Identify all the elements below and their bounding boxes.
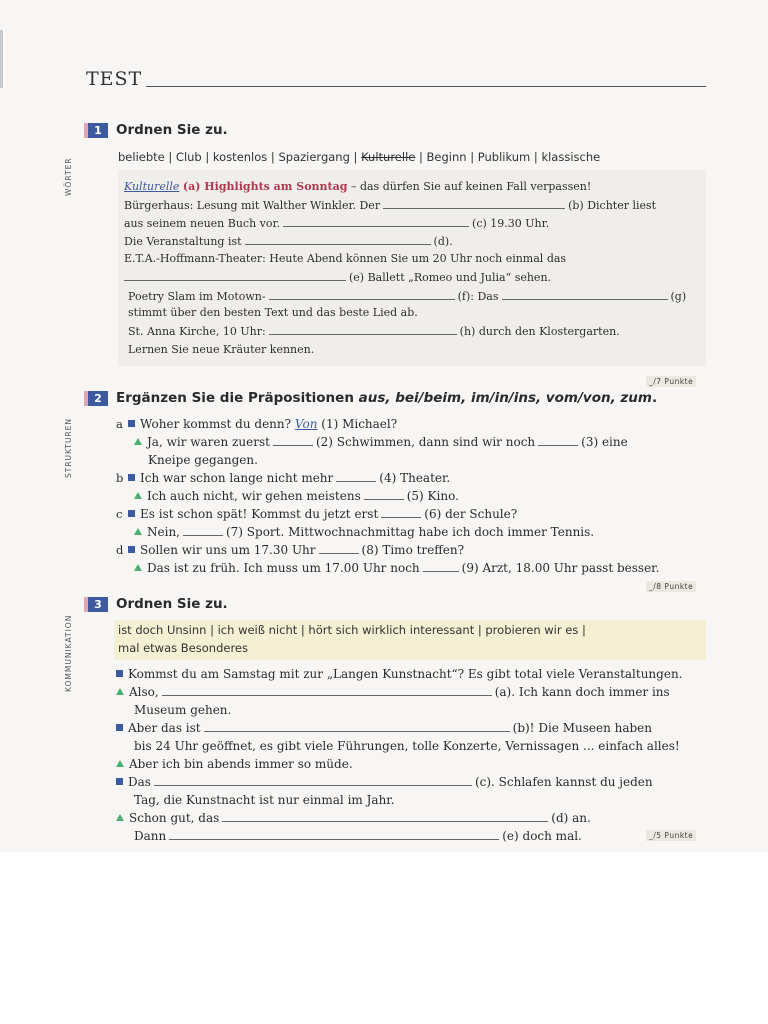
phrase-bank-line: mal etwas Besonderes xyxy=(118,641,248,655)
gap-c[interactable] xyxy=(283,216,469,227)
gap-7[interactable] xyxy=(183,525,223,536)
title-end: . xyxy=(651,390,658,406)
dialog-line xyxy=(116,507,517,521)
dialog-line xyxy=(134,489,459,503)
item-label: b xyxy=(116,471,124,485)
speaker-b-marker xyxy=(116,814,124,821)
speaker-b-marker xyxy=(134,528,142,535)
dialog-text: Dann xyxy=(134,829,167,843)
gap-2[interactable] xyxy=(273,435,313,446)
speaker-b-marker xyxy=(134,564,142,571)
section-3-header xyxy=(84,596,228,612)
gap-6[interactable] xyxy=(381,507,421,518)
dialog-text: (d) an. xyxy=(551,811,591,825)
answer-text: (9) Arzt, 18.00 Uhr passt besser. xyxy=(461,561,660,575)
line-text: Poetry Slam im Motown- xyxy=(128,290,266,303)
speaker-a-marker xyxy=(116,778,123,785)
question-text: Ich war schon lange nicht mehr xyxy=(140,471,334,485)
title-rule xyxy=(146,86,706,87)
speaker-b-marker xyxy=(116,688,124,695)
speaker-b-marker xyxy=(134,492,142,499)
gap-f[interactable] xyxy=(269,289,455,300)
gap-b[interactable] xyxy=(204,721,510,732)
example-highlight: (a) Highlights am Sonntag xyxy=(182,180,348,193)
gap-b[interactable] xyxy=(383,198,565,209)
item-label: d xyxy=(116,543,124,557)
dialog-text: (b)! Die Museen haben xyxy=(512,721,653,735)
dialog-continuation: Tag, die Kunstnacht ist nur einmal im Jahr. xyxy=(134,793,395,807)
points-badge: _/8 Punkte xyxy=(646,581,696,592)
dialog-line xyxy=(116,417,397,431)
text-line xyxy=(128,306,418,319)
line-text: aus seinem neuen Buch vor. xyxy=(124,217,281,230)
phrase-bank-line: ist doch Unsinn | ich weiß nicht | hört sich wirklich interessant | probieren wir es | xyxy=(118,623,586,637)
dialog-line xyxy=(134,829,582,843)
gap-c[interactable] xyxy=(154,775,472,786)
section-number: 1 xyxy=(84,123,108,138)
item-label: c xyxy=(116,507,123,521)
line-text: (b) Dichter liest xyxy=(568,199,657,212)
gap-d[interactable] xyxy=(245,234,431,245)
dialog-line xyxy=(116,775,653,789)
dialog-line xyxy=(116,667,682,681)
question-text: (6) der Schule? xyxy=(424,507,518,521)
dialog-text: (a). Ich kann doch immer ins xyxy=(494,685,670,699)
text-line xyxy=(124,198,656,212)
text-line xyxy=(128,324,620,338)
page-title: TEST xyxy=(86,68,143,90)
dialog-line xyxy=(116,685,670,699)
speaker-a-marker xyxy=(116,724,123,731)
question-text: Sollen wir uns um 17.30 Uhr xyxy=(140,543,316,557)
title-text: Ergänzen Sie die Präpositionen xyxy=(116,390,359,406)
dialog-text: (c). Schlafen kannst du jeden xyxy=(474,775,653,789)
side-label-strukturen: STRUKTUREN xyxy=(64,417,73,478)
word-bank xyxy=(118,150,600,164)
dialog-line xyxy=(134,561,659,575)
gap-5[interactable] xyxy=(364,489,404,500)
line-text: E.T.A.-Hoffmann-Theater: Heute Abend können Sie um 20 Uhr noch einmal das xyxy=(124,252,567,265)
text-line xyxy=(128,289,686,303)
text-line xyxy=(124,234,453,248)
line-text: (g) xyxy=(670,290,687,303)
speaker-a-marker xyxy=(128,510,135,517)
line-text: (h) durch den Klostergarten. xyxy=(459,325,620,338)
section-number: 2 xyxy=(84,391,108,406)
example-line xyxy=(124,180,591,193)
question-text: Woher kommst du denn? xyxy=(140,417,292,431)
item-label: a xyxy=(116,417,123,431)
answer-text: Das ist zu früh. Ich muss um 17.00 Uhr noch xyxy=(147,561,420,575)
gap-4[interactable] xyxy=(336,471,376,482)
dialog-line xyxy=(116,811,591,825)
question-text: (8) Timo treffen? xyxy=(361,543,465,557)
line-text: Bürgerhaus: Lesung mit Walther Winkler. Der xyxy=(124,199,381,212)
question-text: Es ist schon spät! Kommst du jetzt erst xyxy=(140,507,379,521)
dialog-line xyxy=(116,721,652,735)
gap-9[interactable] xyxy=(423,561,459,572)
gap-d[interactable] xyxy=(222,811,548,822)
section-2-header xyxy=(84,390,657,406)
dialog-text: Also, xyxy=(129,685,159,699)
answer-text: (2) Schwimmen, dann sind wir noch xyxy=(315,435,536,449)
question-text: (4) Theater. xyxy=(379,471,451,485)
side-label-kommunikation: KOMMUNIKATION xyxy=(64,614,73,692)
example-answer: Von xyxy=(294,417,318,431)
text-line xyxy=(124,270,551,284)
example-answer: Kulturelle xyxy=(124,180,180,193)
example-text: – das dürfen Sie auf keinen Fall verpassen! xyxy=(347,180,592,193)
answer-text: Nein, xyxy=(147,525,180,539)
answer-text: Ich auch nicht, wir gehen meistens xyxy=(147,489,361,503)
dialog-line xyxy=(116,543,464,557)
answer-text: Ja, wir waren zuerst xyxy=(147,435,270,449)
section-title: Ordnen Sie zu. xyxy=(116,596,228,612)
title-prepositions: aus, bei/beim, im/in/ins, vom/von, zum xyxy=(358,390,652,406)
dialog-text: Das xyxy=(128,775,151,789)
word-bank-struck-word: Kulturelle xyxy=(361,150,416,164)
section-number: 3 xyxy=(84,597,108,612)
gap-h[interactable] xyxy=(269,324,457,335)
text-line xyxy=(128,343,314,356)
dialog-text: (e) doch mal. xyxy=(502,829,582,843)
dialog-line xyxy=(116,471,450,485)
dialog-line xyxy=(116,757,353,771)
dialog-continuation: Museum gehen. xyxy=(134,703,232,717)
line-text: St. Anna Kirche, 10 Uhr: xyxy=(128,325,266,338)
points-badge: _/7 Punkte xyxy=(646,376,696,387)
speaker-a-marker xyxy=(128,420,135,427)
answer-text: (3) eine xyxy=(581,435,628,449)
line-text: (e) Ballett „Romeo und Julia“ sehen. xyxy=(349,271,552,284)
word-bank-text-end: | Beginn | Publikum | klassische xyxy=(415,150,601,164)
speaker-a-marker xyxy=(128,546,135,553)
dialog-text: Aber ich bin abends immer so müde. xyxy=(129,757,353,771)
gap-e[interactable] xyxy=(169,829,499,840)
text-line xyxy=(124,216,549,230)
dialog-text: Kommst du am Samstag mit zur „Langen Kunstnacht“? Es gibt total viele Veranstaltungen. xyxy=(128,667,683,681)
word-bank-text: beliebte | Club | kostenlos | Spaziergang | xyxy=(118,150,362,164)
edge-mark xyxy=(0,30,3,88)
dialog-text: Schon gut, das xyxy=(129,811,220,825)
question-text: (1) Michael? xyxy=(321,417,398,431)
section-1-header xyxy=(84,122,228,138)
gap-3[interactable] xyxy=(538,435,578,446)
gap-e[interactable] xyxy=(124,270,346,281)
text-line xyxy=(124,252,566,265)
speaker-a-marker xyxy=(116,670,123,677)
gap-a[interactable] xyxy=(162,685,492,696)
line-text: (d). xyxy=(433,235,453,248)
dialog-text: Aber das ist xyxy=(128,721,201,735)
speaker-b-marker xyxy=(134,438,142,445)
line-text: Die Veranstaltung ist xyxy=(124,235,242,248)
line-text: (f): Das xyxy=(457,290,499,303)
dialog-line xyxy=(134,435,628,449)
dialog-continuation: bis 24 Uhr geöffnet, es gibt viele Führungen, tolle Konzerte, Vernissagen ... einfach alles! xyxy=(134,739,680,753)
side-label-woerter: WÖRTER xyxy=(64,157,73,196)
dialog-line xyxy=(134,525,594,539)
speaker-a-marker xyxy=(128,474,135,481)
line-text: Lernen Sie neue Kräuter kennen. xyxy=(128,343,315,356)
speaker-b-marker xyxy=(116,760,124,767)
line-text: (c) 19.30 Uhr. xyxy=(472,217,550,230)
section-title xyxy=(116,390,657,406)
gap-g[interactable] xyxy=(502,289,668,300)
answer-text: (7) Sport. Mittwochnachmittag habe ich doch immer Tennis. xyxy=(225,525,595,539)
line-text: stimmt über den besten Text und das beste Lied ab. xyxy=(128,306,418,319)
answer-continuation: Kneipe gegangen. xyxy=(148,453,258,467)
section-title: Ordnen Sie zu. xyxy=(116,122,228,138)
answer-text: (5) Kino. xyxy=(406,489,459,503)
gap-8[interactable] xyxy=(319,543,359,554)
points-badge: _/5 Punkte xyxy=(646,830,696,841)
